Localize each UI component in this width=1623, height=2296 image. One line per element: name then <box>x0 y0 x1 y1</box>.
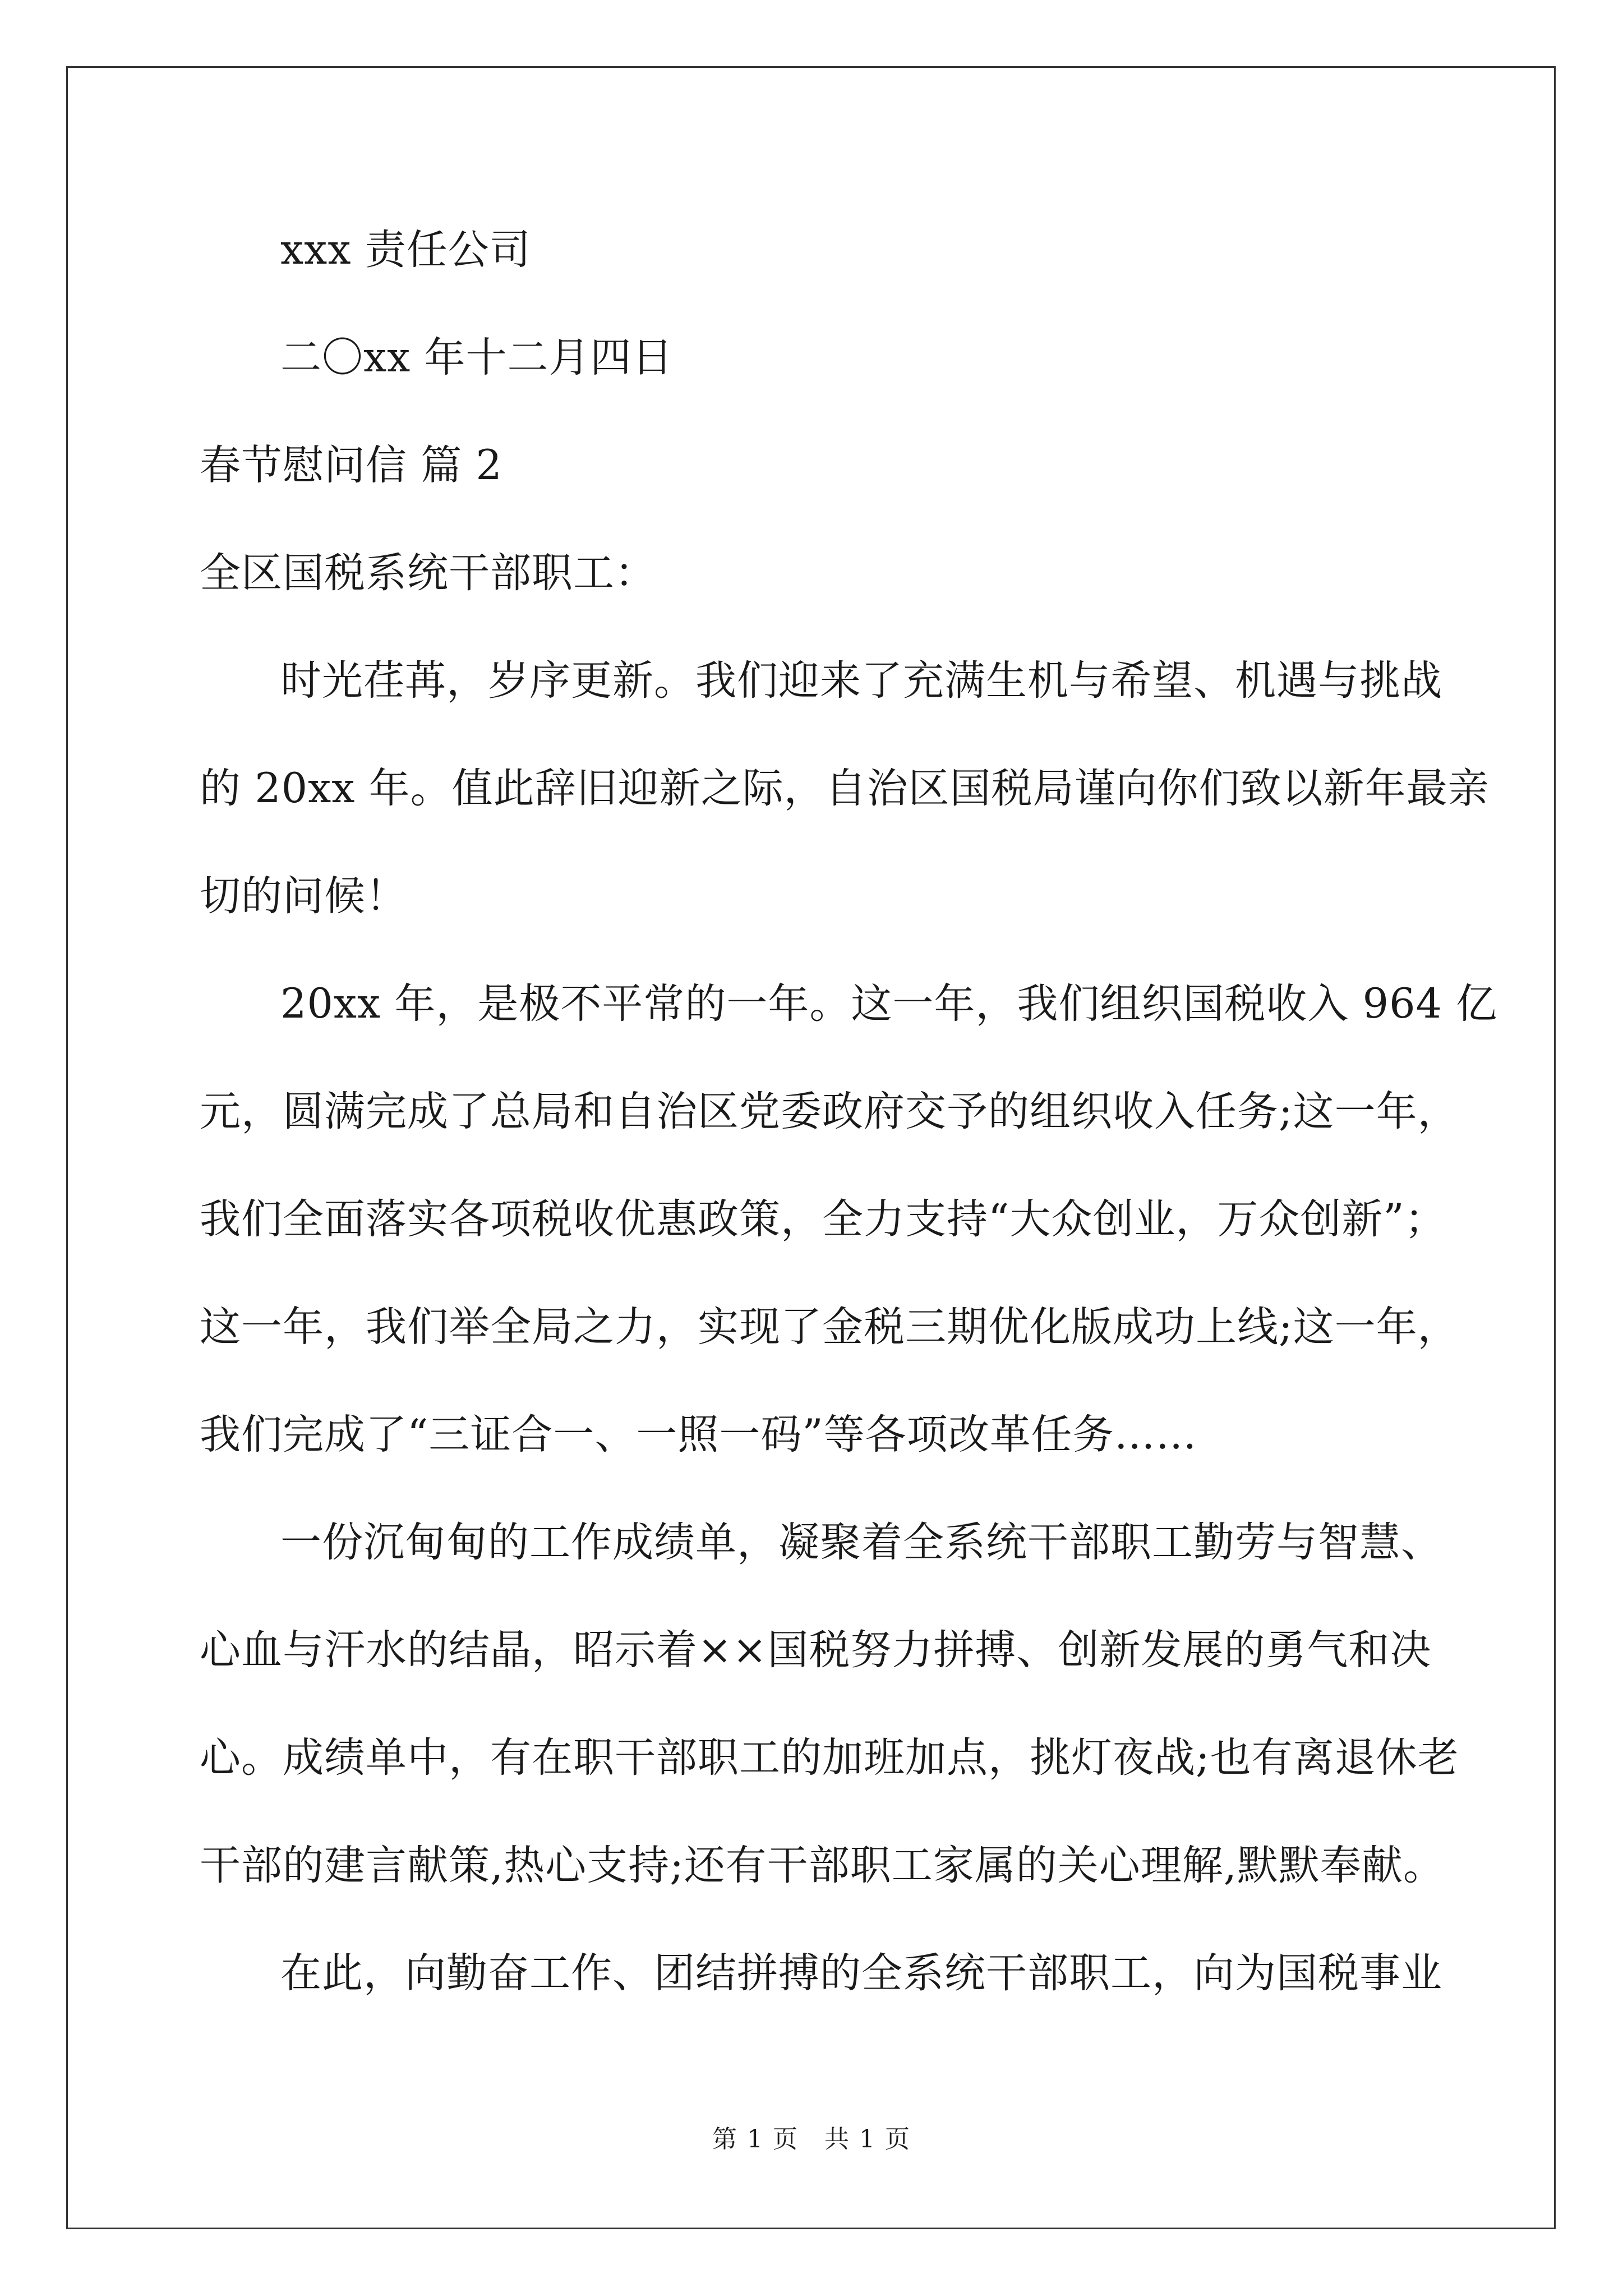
paragraph-3-line-1: 一份沉甸甸的工作成绩单，凝聚着全系统干部职工勤劳与智慧、 <box>280 1519 1442 1566</box>
section-title: 春节慰问信 篇 2 <box>200 441 502 489</box>
paragraph-3-line-3: 心。成绩单中，有在职干部职工的加班加点，挑灯夜战;也有离退休老 <box>200 1734 1459 1782</box>
paragraph-2-line-2: 元，圆满完成了总局和自治区党委政府交予的组织收入任务;这一年， <box>200 1088 1459 1135</box>
letter-date: 二〇xx 年十二月四日 <box>280 334 674 381</box>
company-name: xxx 责任公司 <box>280 226 531 274</box>
paragraph-2-line-1: 20xx 年，是极不平常的一年。这一年，我们组织国税收入 964 亿 <box>280 980 1498 1028</box>
page-border <box>66 66 1556 2229</box>
paragraph-3-line-2: 心血与汗水的结晶，昭示着××国税努力拼搏、创新发展的勇气和决 <box>200 1626 1432 1674</box>
paragraph-1-line-3: 切的问候！ <box>200 872 407 920</box>
salutation: 全区国税系统干部职工： <box>200 549 656 597</box>
paragraph-1-line-2: 的 20xx 年。值此辞旧迎新之际，自治区国税局谨向你们致以新年最亲 <box>200 765 1490 812</box>
paragraph-1-line-1: 时光荏苒，岁序更新。我们迎来了充满生机与希望、机遇与挑战 <box>280 657 1442 705</box>
paragraph-2-line-5: 我们完成了“三证合一、一照一码”等各项改革任务…… <box>200 1411 1197 1458</box>
paragraph-4-line-1: 在此，向勤奋工作、团结拼搏的全系统干部职工，向为国税事业 <box>280 1949 1442 1997</box>
paragraph-2-line-3: 我们全面落实各项税收优惠政策，全力支持“大众创业，万众创新”； <box>200 1195 1446 1243</box>
paragraph-3-line-4: 干部的建言献策,热心支持;还有干部职工家属的关心理解,默默奉献。 <box>200 1842 1445 1889</box>
paragraph-2-line-4: 这一年，我们举全局之力，实现了金税三期优化版成功上线;这一年， <box>200 1303 1459 1351</box>
page-number-footer: 第 1 页 共 1 页 <box>712 2125 911 2154</box>
